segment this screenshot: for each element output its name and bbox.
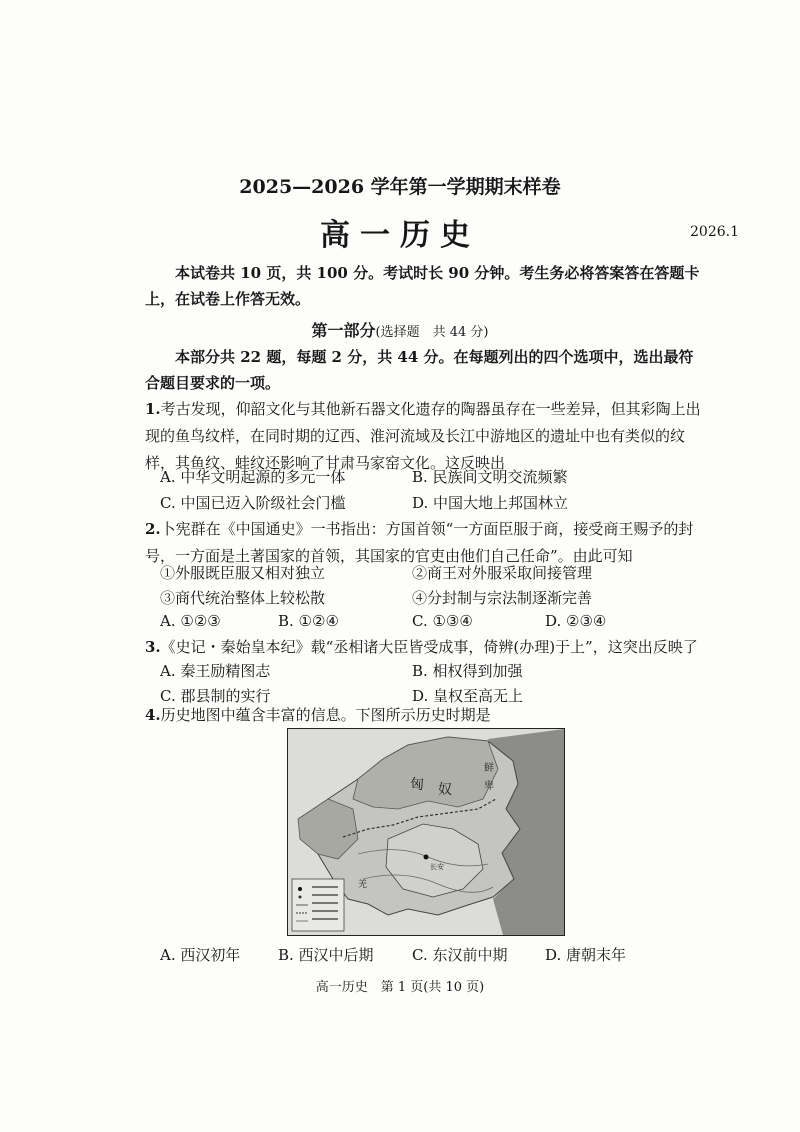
question-2-statement-1: ①外服既臣服又相对独立 xyxy=(160,564,326,582)
question-1-option-d: D. 中国大地上邦国林立 xyxy=(412,494,569,512)
map-legend-capital-icon xyxy=(298,887,302,891)
map-legend-text-mark xyxy=(312,894,338,896)
section-heading xyxy=(0,318,800,341)
question-3-option-a: A. 秦王励精图志 xyxy=(160,662,271,680)
question-2-statement-2: ②商王对外服采取间接管理 xyxy=(412,564,593,582)
map-label-xian: 鲜 xyxy=(484,763,494,774)
question-2-option-b: B. ①②④ xyxy=(278,612,339,630)
question-3-stem xyxy=(145,634,707,661)
question-1-option-a: A. 中华文明起源的多元一体 xyxy=(160,468,346,486)
question-1-stem xyxy=(145,396,707,477)
question-number: 4. xyxy=(145,706,161,724)
question-3-option-d: D. 皇权至高无上 xyxy=(412,687,524,705)
question-text: 《史记・秦始皇本纪》载“丞相诸大臣皆受成事，倚辨(办理)于上”，这突出反映了 xyxy=(160,638,698,656)
section-instructions: 本部分共 22 题，每题 2 分，共 44 分。在每题列出的四个选项中，选出最符合题目要求的一项。 xyxy=(145,348,694,392)
question-2-option-a: A. ①②③ xyxy=(160,612,221,630)
map-legend-text-mark xyxy=(312,918,338,920)
question-4-option-b: B. 西汉中后期 xyxy=(278,946,374,964)
question-3-option-c: C. 郡县制的实行 xyxy=(160,687,271,705)
question-number: 2. xyxy=(145,520,161,538)
section-subtitle: (选择题 共 44 分) xyxy=(375,325,489,340)
question-text: 考古发现，仰韶文化与其他新石器文化遗存的陶器虽存在一些差异，但其彩陶上出现的鱼鸟纹样，在同时期的辽西、淮河流域及长江中游地区的遗址中也有类似的纹样，其鱼纹、蛙纹还影响了甘肃马家窑文化。这反映出 xyxy=(145,400,701,472)
question-4-option-a: A. 西汉初年 xyxy=(160,946,241,964)
question-2-statement-4: ④分封制与宗法制逐渐完善 xyxy=(412,589,593,607)
map-legend-text-mark xyxy=(312,902,338,904)
question-text: 卜宪群在《中国通史》一书指出：方国首领“一方面臣服于商，接受商王赐予的封号，一方面是土著国家的首领，其国家的官吏由他们自己任命”。由此可知 xyxy=(145,520,694,565)
exam-date: 2026.1 xyxy=(690,224,739,240)
map-legend-seat-icon xyxy=(299,896,302,899)
map-legend-text-mark xyxy=(312,910,338,912)
question-2-option-c: C. ①③④ xyxy=(412,612,473,630)
question-3-option-b: B. 相权得到加强 xyxy=(412,662,523,680)
question-4-stem xyxy=(145,702,707,729)
map-label-qiang: 羌 xyxy=(358,880,368,890)
question-4-option-c: C. 东汉前中期 xyxy=(412,946,508,964)
exam-instructions: 本试卷共 10 页，共 100 分。考试时长 90 分钟。考生务必将答案答在答题卡上，在试卷上作答无效。 xyxy=(145,264,700,308)
section-title: 第一部分 xyxy=(311,321,376,340)
page-footer: 高一历史 第 1 页(共 10 页) xyxy=(315,980,485,995)
question-number: 1. xyxy=(145,400,161,418)
historical-map xyxy=(287,728,565,936)
map-label-nu: 奴 xyxy=(438,782,452,798)
historical-map-graphic xyxy=(288,729,564,935)
map-capital-dot xyxy=(424,855,429,860)
question-text: 历史地图中蕴含丰富的信息。下图所示历史时期是 xyxy=(160,706,491,724)
question-2-option-d: D. ②③④ xyxy=(545,612,607,630)
question-1-option-c: C. 中国已迈入阶级社会门槛 xyxy=(160,494,346,512)
question-4-option-d: D. 唐朝末年 xyxy=(545,946,627,964)
subject-title: 高一历史 xyxy=(320,218,480,253)
map-label-changan: 长安 xyxy=(430,863,444,871)
map-label-xiong: 匈 xyxy=(410,777,424,793)
exam-title: 2025—2026 学年第一学期期末样卷 xyxy=(239,176,561,198)
map-label-bei: 卑 xyxy=(484,781,494,792)
question-number: 3. xyxy=(145,638,161,656)
question-1-option-b: B. 民族间文明交流频繁 xyxy=(412,468,568,486)
map-legend-text-mark xyxy=(312,886,338,888)
question-2-statement-3: ③商代统治整体上较松散 xyxy=(160,589,326,607)
